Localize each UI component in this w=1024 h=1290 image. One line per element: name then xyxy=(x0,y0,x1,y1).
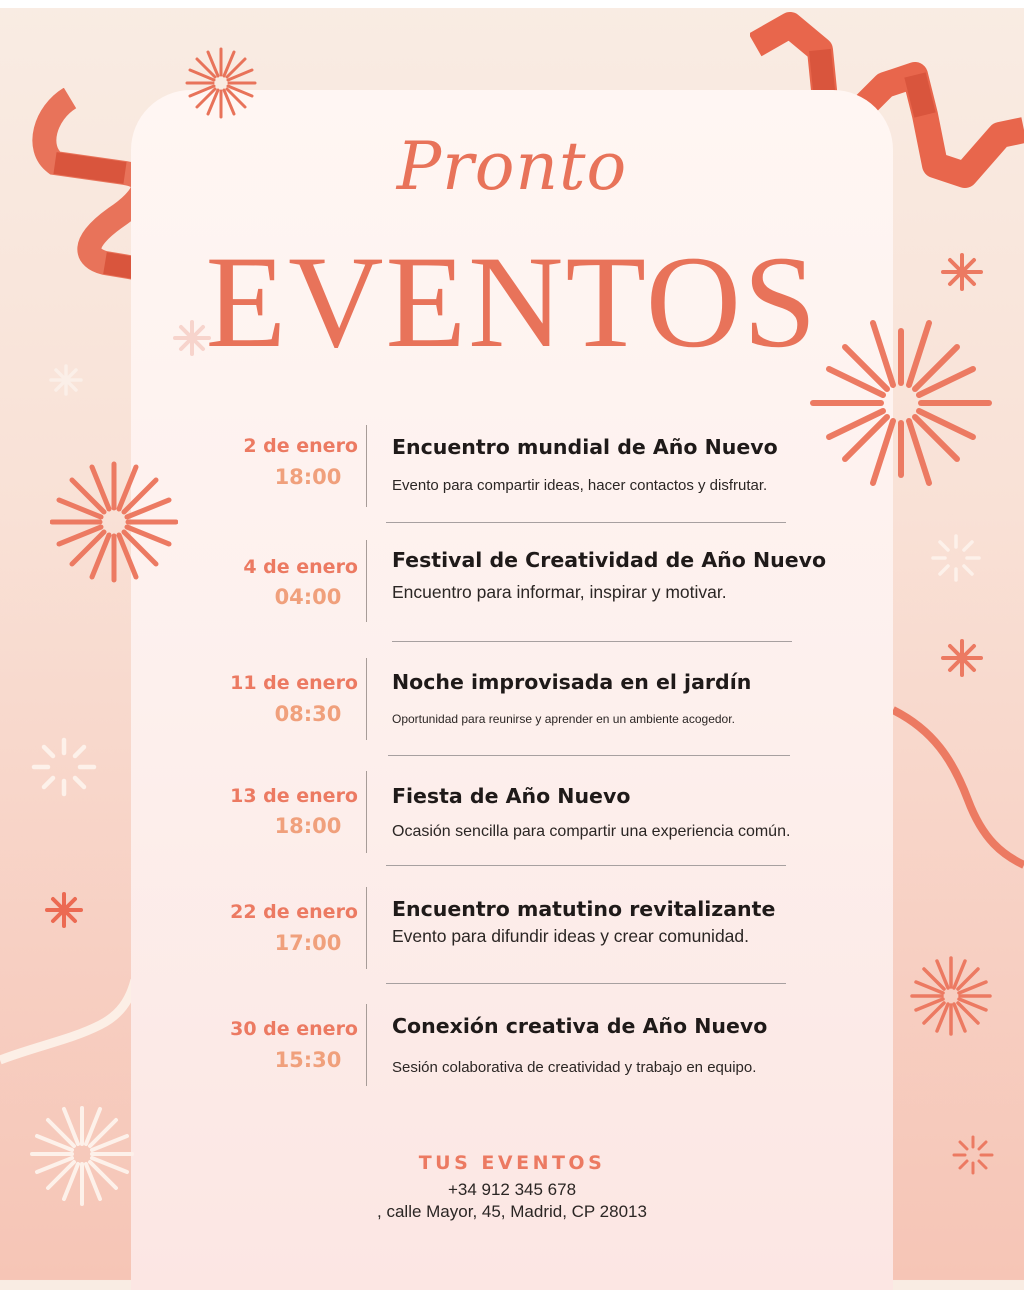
event-description: Ocasión sencilla para compartir una experiencia común. xyxy=(392,823,791,840)
sparkle-ring-white-icon xyxy=(930,532,982,584)
firework-burst-icon xyxy=(183,45,259,121)
vertical-divider xyxy=(366,771,367,853)
vertical-divider xyxy=(366,887,367,969)
firework-burst-icon xyxy=(50,458,178,586)
vertical-divider xyxy=(366,1004,367,1086)
divider xyxy=(392,641,792,642)
event-time: 15:30 xyxy=(274,1048,342,1072)
divider xyxy=(386,865,786,866)
event-time: 18:00 xyxy=(274,465,342,489)
event-title: Encuentro mundial de Año Nuevo xyxy=(392,435,778,459)
vertical-divider xyxy=(366,540,367,622)
event-description: Encuentro para informar, inspirar y motivar. xyxy=(392,582,727,602)
divider xyxy=(386,522,786,523)
event-title: Festival de Creatividad de Año Nuevo xyxy=(392,548,827,572)
sparkle-star-icon xyxy=(940,636,984,680)
footer-address: , calle Mayor, 45, Madrid, CP 28013 xyxy=(377,1202,647,1221)
footer-phone: +34 912 345 678 xyxy=(447,1180,577,1199)
wavy-line-left-icon xyxy=(0,960,135,1070)
event-date: 2 de enero xyxy=(243,435,358,457)
event-time: 08:30 xyxy=(274,702,342,726)
event-title: Encuentro matutino revitalizante xyxy=(392,897,776,921)
wavy-line-right-icon xyxy=(893,700,1024,870)
event-date: 13 de enero xyxy=(230,785,358,807)
event-title: Fiesta de Año Nuevo xyxy=(392,784,631,808)
divider xyxy=(388,755,790,756)
event-date: 4 de enero xyxy=(243,556,358,578)
event-date: 30 de enero xyxy=(230,1018,358,1040)
page-title: EVENTOS xyxy=(205,228,819,375)
event-time: 17:00 xyxy=(274,931,342,955)
event-date: 11 de enero xyxy=(230,672,358,694)
sparkle-ring-white-icon xyxy=(30,735,98,799)
event-description: Evento para difundir ideas y crear comunidad. xyxy=(392,926,750,946)
script-title: Pronto xyxy=(396,128,628,205)
event-time: 04:00 xyxy=(274,585,342,609)
event-date: 22 de enero xyxy=(230,901,358,923)
firework-burst-icon xyxy=(910,955,992,1037)
event-title: Conexión creativa de Año Nuevo xyxy=(392,1014,768,1038)
vertical-divider xyxy=(366,658,367,740)
divider xyxy=(386,983,786,984)
event-description: Oportunidad para reunirse y aprender en un ambiente acogedor. xyxy=(392,712,735,726)
vertical-divider xyxy=(366,425,367,507)
event-time: 18:00 xyxy=(274,814,342,838)
footer-brand: TUS EVENTOS xyxy=(418,1152,606,1174)
sparkle-star-icon xyxy=(44,890,84,930)
event-title: Noche improvisada en el jardín xyxy=(392,670,752,694)
event-description: Evento para compartir ideas, hacer contactos y disfrutar. xyxy=(392,477,768,494)
event-description: Sesión colaborativa de creatividad y trabajo en equipo. xyxy=(392,1059,757,1076)
